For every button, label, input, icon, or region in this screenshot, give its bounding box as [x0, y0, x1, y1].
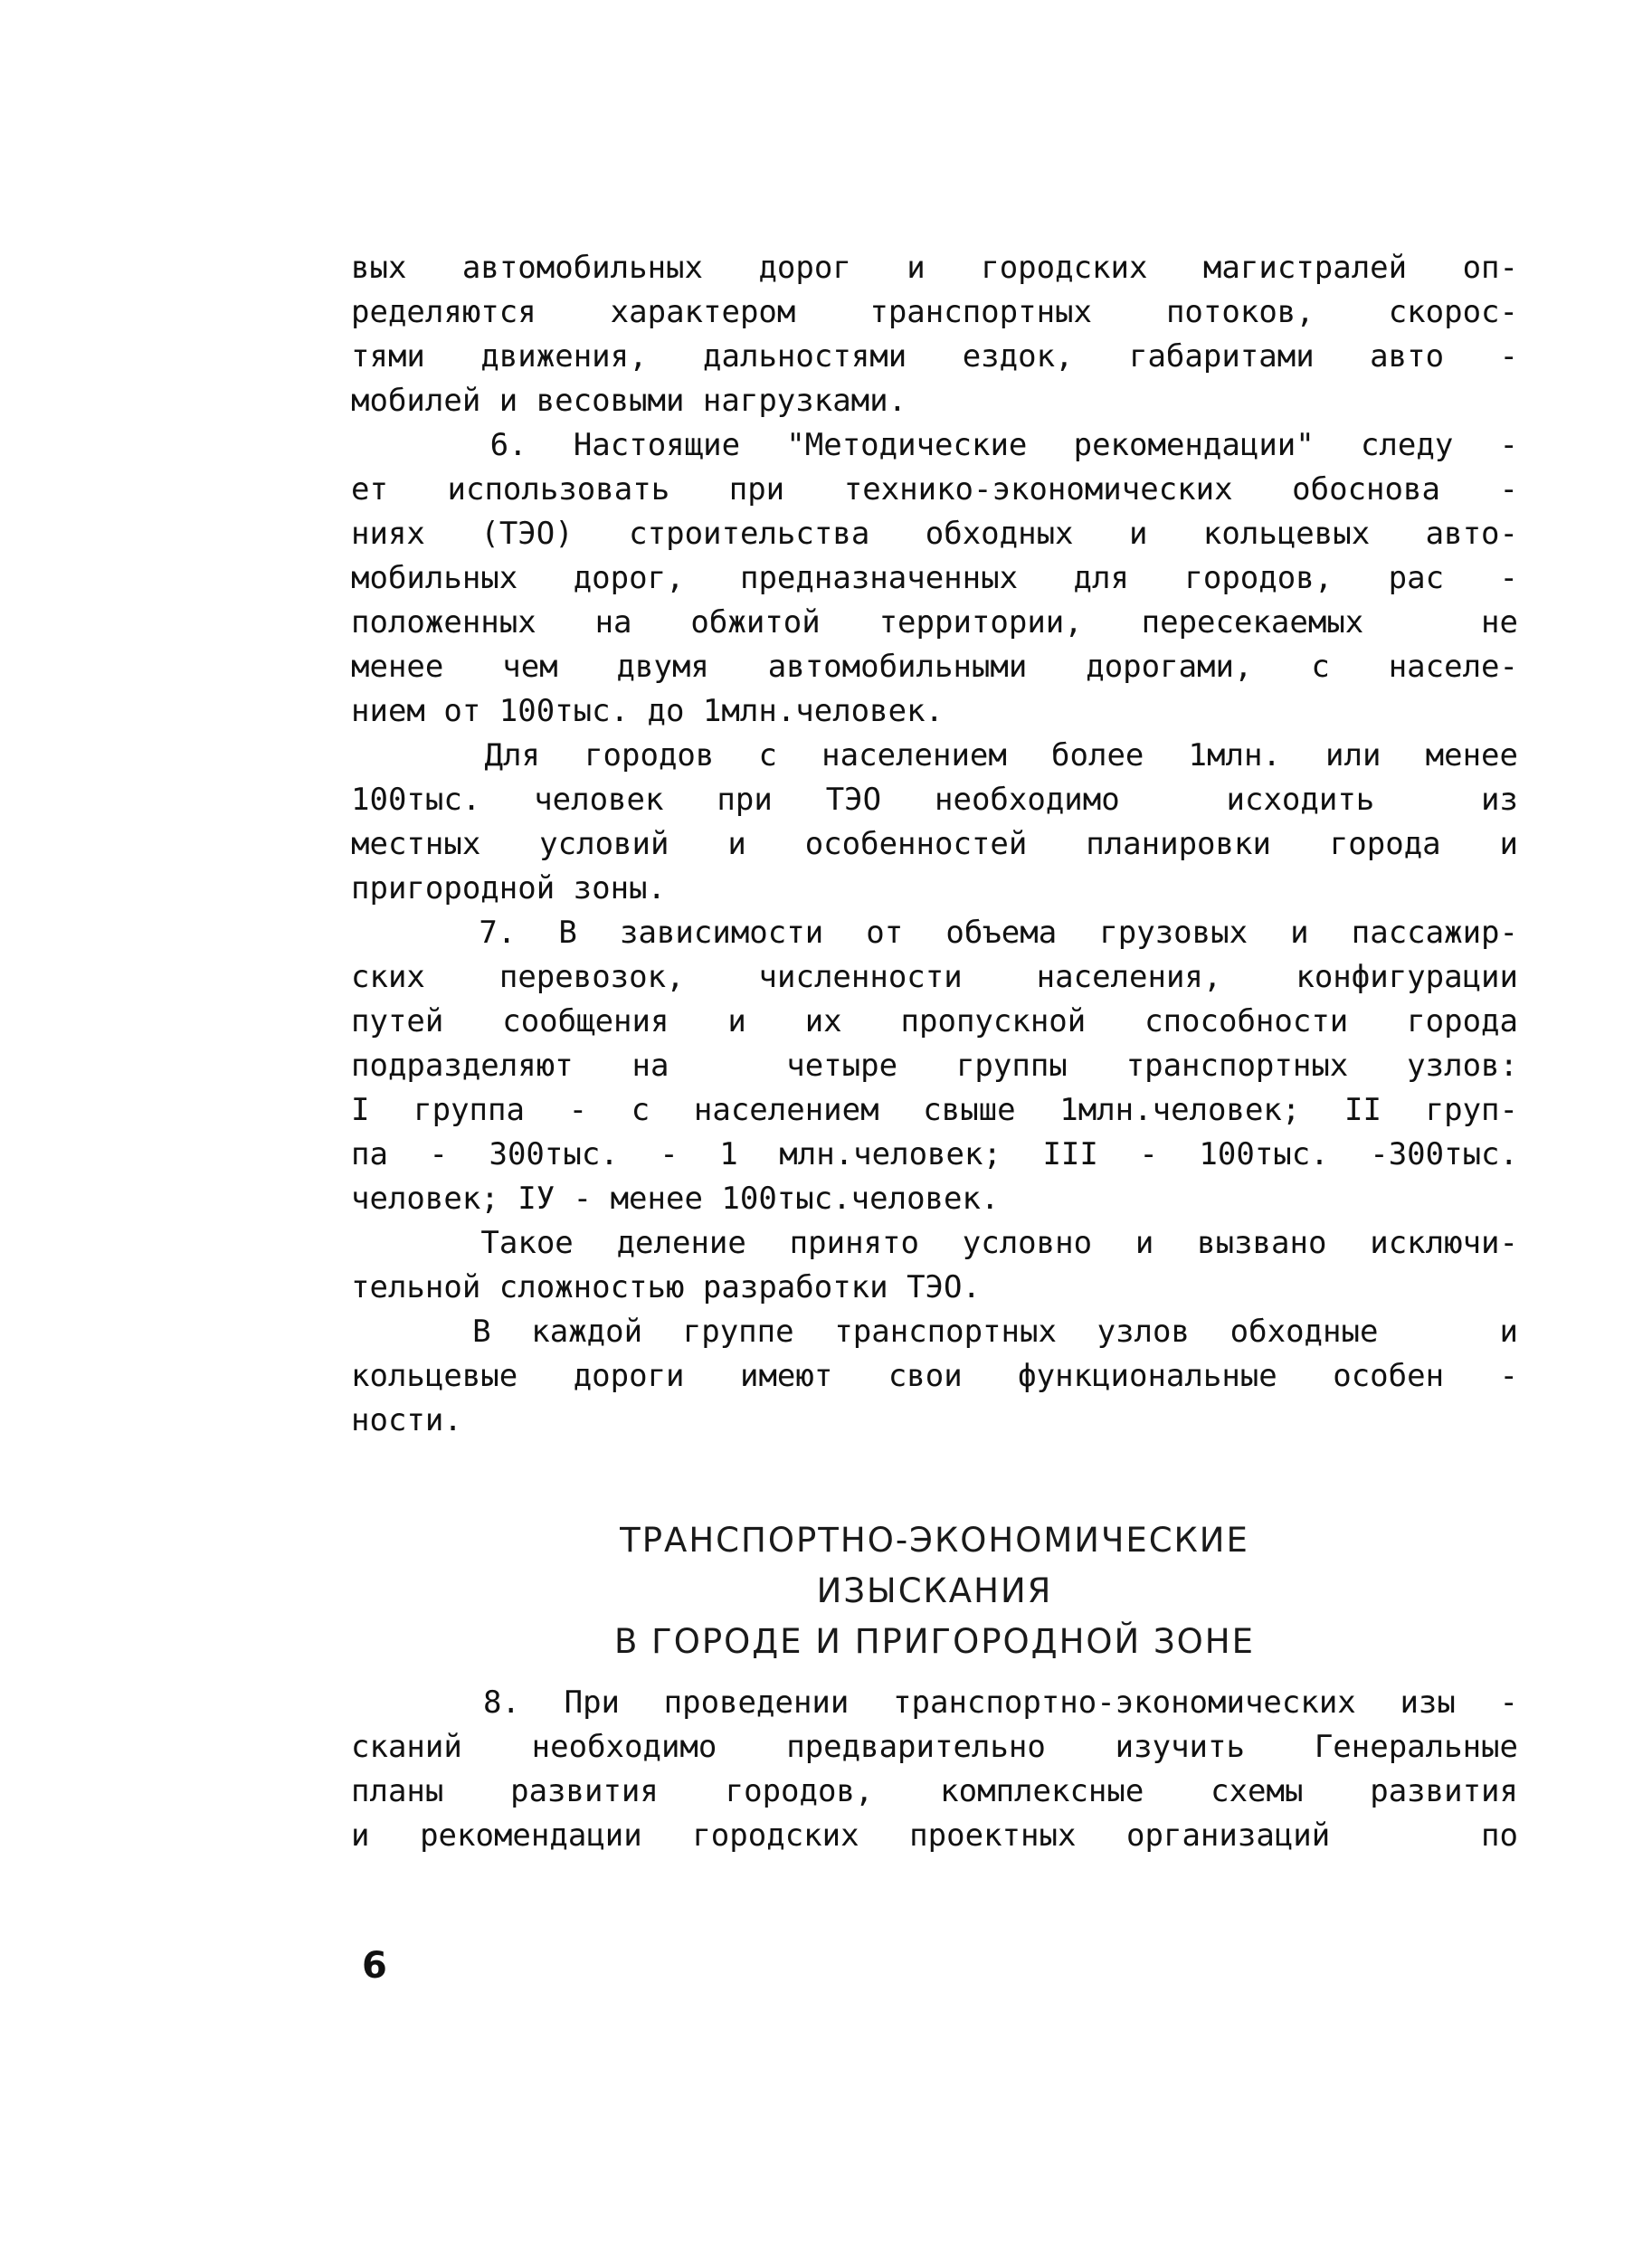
text-line: вых автомобильных дорог и городских магистралей оп-: [351, 250, 1518, 286]
text-line: Для городов с населением более 1млн. или менее: [351, 737, 1518, 773]
text-line: ниях (ТЭО) строительства обходных и кольцевых авто-: [351, 516, 1518, 552]
body-text-top: [351, 246, 1518, 1443]
section-heading-line: ТРАНСПОРТНО-ЭКОНОМИЧЕСКИЕ: [620, 1521, 1249, 1560]
text-line: кольцевые дороги имеют свои функциональные особен -: [351, 1358, 1518, 1394]
section-heading: [351, 1515, 1518, 1667]
text-line: ет использовать при технико-экономических обоснова -: [351, 471, 1518, 508]
body-text-bottom: [351, 1681, 1518, 1858]
text-line: положенных на обжитой территории, пересекаемых не: [351, 604, 1518, 641]
text-line: человек; IУ - менее 100тыс.человек.: [351, 1181, 1000, 1217]
text-line: мобилей и весовыми нагрузками.: [351, 383, 907, 419]
text-line: подразделяют на четыре группы транспортных узлов:: [351, 1048, 1518, 1084]
page-number: 6: [362, 1945, 387, 1987]
section-heading-line: В ГОРОДЕ И ПРИГОРОДНОЙ ЗОНЕ: [613, 1622, 1256, 1661]
text-line: ских перевозок, численности населения, конфигурации: [351, 959, 1518, 995]
text-line: пригородной зоны.: [351, 870, 666, 906]
text-line: 100тыс. человек при ТЭО необходимо исходить из: [351, 782, 1518, 818]
text-line: нием от 100тыс. до 1млн.человек.: [351, 693, 945, 729]
text-line: I группа - с населением свыше 1млн.человек; II груп-: [351, 1092, 1518, 1128]
paragraph-6-line: 6. Настоящие "Методические рекомендации" следу -: [351, 427, 1518, 463]
text-line: мобильных дорог, предназначенных для городов, рас -: [351, 560, 1518, 596]
text-line: путей сообщения и их пропускной способности города: [351, 1003, 1518, 1039]
text-line: местных условий и особенностей планировки города и: [351, 826, 1518, 862]
paragraph-8-line: 8. При проведении транспортно-экономических изы -: [351, 1684, 1518, 1721]
text-line: ределяются характером транспортных потоков, скорос-: [351, 294, 1518, 330]
text-line: тями движения, дальностями ездок, габаритами авто -: [351, 338, 1518, 375]
text-line: тельной сложностью разработки ТЭО.: [351, 1269, 981, 1305]
text-line: и рекомендации городских проектных организаций по: [351, 1817, 1518, 1854]
paragraph-7-line: 7. В зависимости от объема грузовых и пассажир-: [351, 915, 1518, 951]
text-line: В каждой группе транспортных узлов обходные и: [351, 1314, 1518, 1350]
text-line: планы развития городов, комплексные схемы развития: [351, 1773, 1518, 1809]
text-line: менее чем двумя автомобильными дорогами, с населе-: [351, 649, 1518, 685]
text-line: па - 300тыс. - 1 млн.человек; III - 100тыс. -300тыс.: [351, 1136, 1518, 1172]
text-line: Такое деление принято условно и вызвано исключи-: [351, 1225, 1518, 1261]
text-line: сканий необходимо предварительно изучить Генеральные: [351, 1729, 1518, 1765]
text-line: ности.: [351, 1402, 462, 1438]
section-heading-line: ИЗЫСКАНИЯ: [816, 1571, 1053, 1610]
